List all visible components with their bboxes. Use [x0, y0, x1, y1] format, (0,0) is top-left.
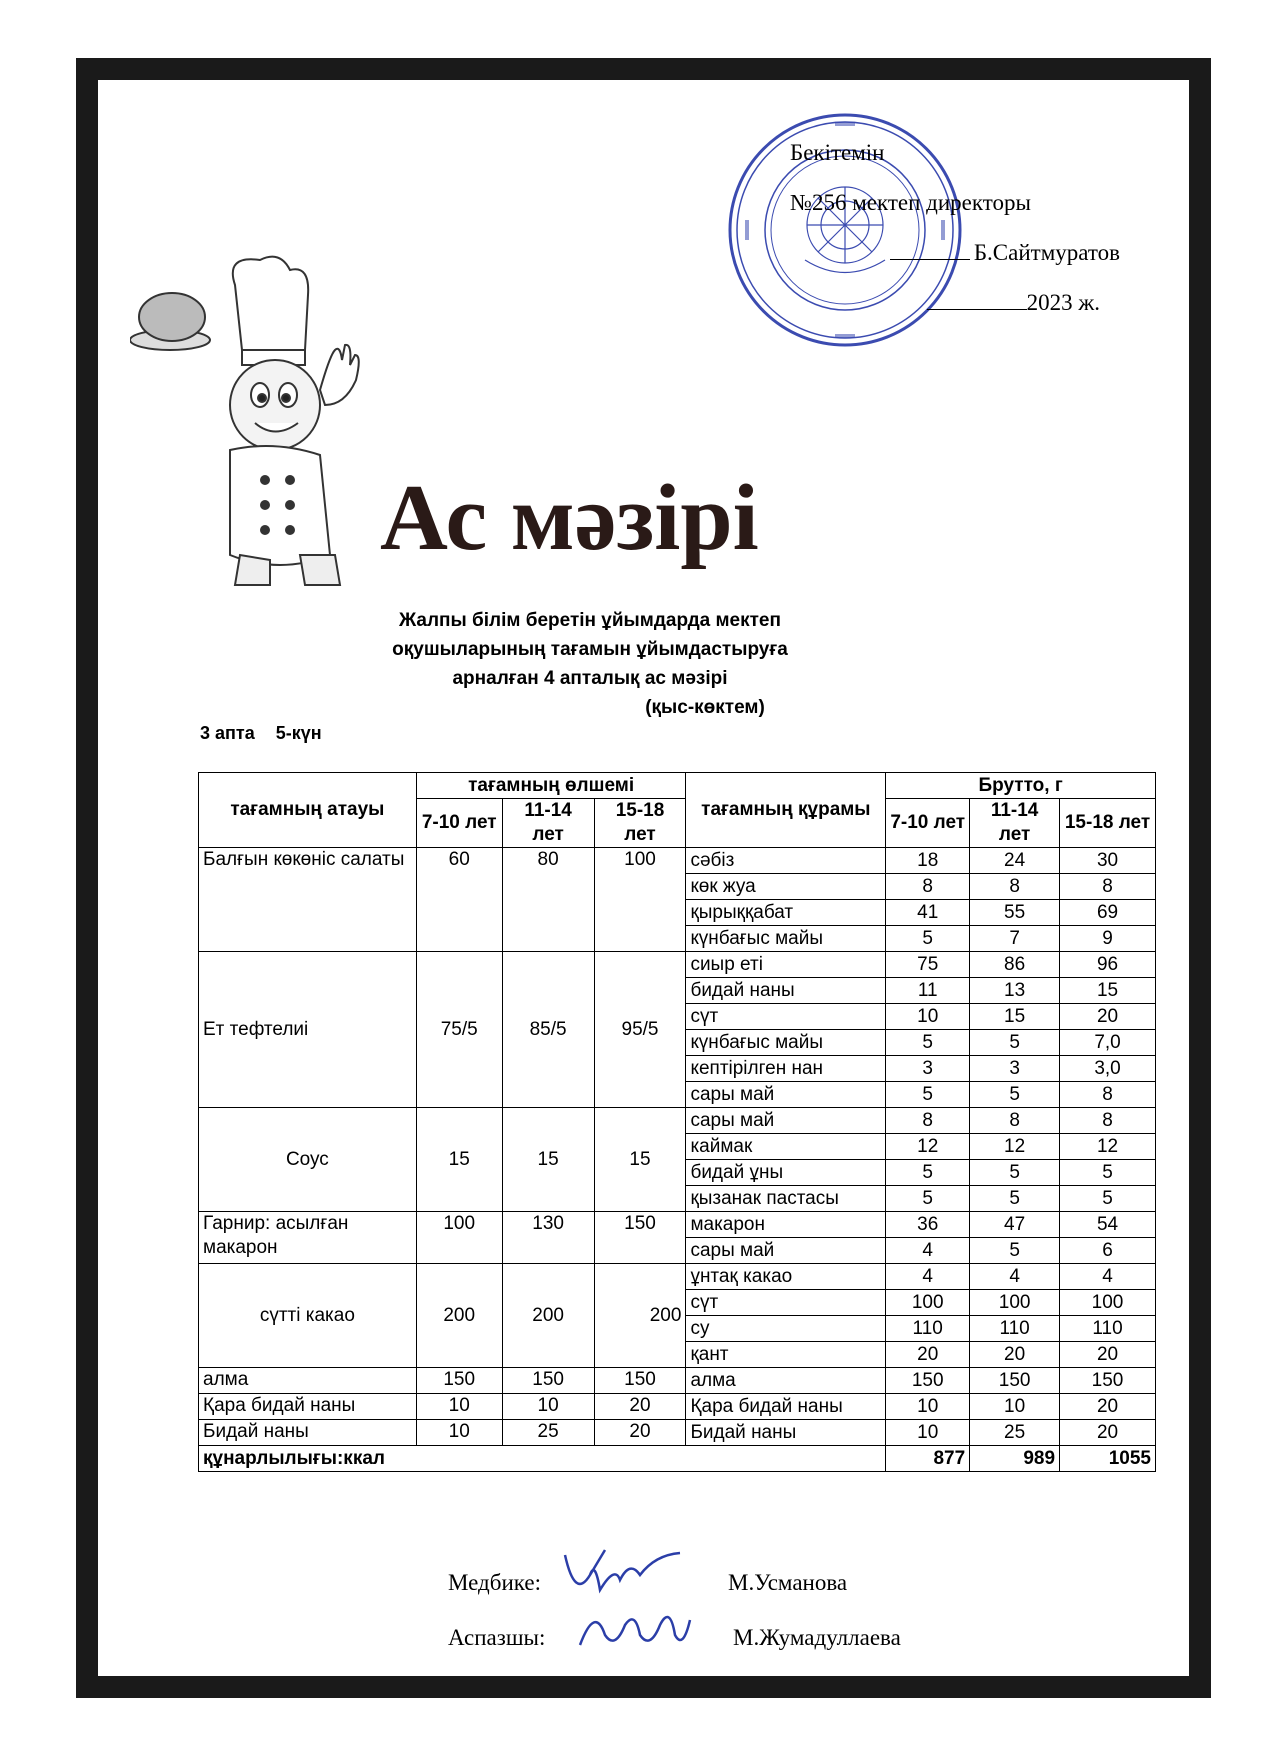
approval-year: 2023 ж.: [1026, 290, 1100, 315]
ingredient-name: сары май: [686, 1082, 886, 1108]
brutto-15-18: 5: [1060, 1186, 1156, 1212]
ingredient-name: сары май: [686, 1108, 886, 1134]
header-portion: тағамның өлшемі: [416, 773, 686, 799]
brutto-11-14: 4: [970, 1264, 1060, 1290]
brutto-15-18: 8: [1060, 1108, 1156, 1134]
portion-11-14: 80: [502, 848, 594, 952]
brutto-11-14: 8: [970, 1108, 1060, 1134]
brutto-7-10: 150: [886, 1368, 970, 1394]
brutto-15-18: 8: [1060, 874, 1156, 900]
day-label: [200, 723, 338, 744]
portion-11-14: 25: [502, 1420, 594, 1446]
dish-name: Бидай наны: [199, 1420, 417, 1446]
portion-15-18: 150: [594, 1212, 686, 1264]
brutto-7-10: 110: [886, 1316, 970, 1342]
brutto-11-14: 7: [970, 926, 1060, 952]
brutto-11-14: 15: [970, 1004, 1060, 1030]
subtitle-line-2: оқушыларының тағамын ұйымдастыруға: [392, 639, 788, 660]
brutto-7-10: 5: [886, 1186, 970, 1212]
header-age-7-10: 7-10 лет: [886, 799, 970, 848]
day-number: 5-күн: [275, 723, 322, 743]
brutto-7-10: 18: [886, 848, 970, 874]
brutto-15-18: 4: [1060, 1264, 1156, 1290]
portion-11-14: 85/5: [502, 952, 594, 1108]
brutto-7-10: 5: [886, 1160, 970, 1186]
ingredient-name: қызанак пастасы: [686, 1186, 886, 1212]
brutto-7-10: 8: [886, 1108, 970, 1134]
portion-7-10: 75/5: [416, 952, 502, 1108]
brutto-11-14: 10: [970, 1394, 1060, 1420]
ingredient-name: сүт: [686, 1290, 886, 1316]
header-age-11-14: 11-14 лет: [502, 799, 594, 848]
brutto-15-18: 12: [1060, 1134, 1156, 1160]
brutto-7-10: 10: [886, 1420, 970, 1446]
ingredient-name: көк жуа: [686, 874, 886, 900]
portion-7-10: 10: [416, 1394, 502, 1420]
cook-name: М.Жумадуллаева: [733, 1625, 901, 1650]
brutto-11-14: 5: [970, 1082, 1060, 1108]
cook-signature: [575, 1600, 695, 1655]
ingredient-name: сары май: [686, 1238, 886, 1264]
dish-name: Соус: [199, 1108, 417, 1212]
ingredient-name: макарон: [686, 1212, 886, 1238]
portion-15-18: 200: [594, 1264, 686, 1368]
dish-name: сүтті какао: [199, 1264, 417, 1368]
total-row: [199, 1446, 1156, 1472]
brutto-11-14: 13: [970, 978, 1060, 1004]
brutto-11-14: 55: [970, 900, 1060, 926]
ingredient-name: сүт: [686, 1004, 886, 1030]
portion-15-18: 100: [594, 848, 686, 952]
brutto-11-14: 5: [970, 1186, 1060, 1212]
cook-role: Аспазшы:: [448, 1625, 546, 1650]
ingredient-name: сәбіз: [686, 848, 886, 874]
brutto-11-14: 47: [970, 1212, 1060, 1238]
total-value-15-18: 1055: [1060, 1446, 1156, 1472]
approval-heading: Бекітемін: [790, 140, 885, 165]
brutto-7-10: 36: [886, 1212, 970, 1238]
portion-11-14: 130: [502, 1212, 594, 1264]
ingredient-name: кептірілген нан: [686, 1056, 886, 1082]
approval-date-line: [790, 278, 1100, 328]
brutto-11-14: 5: [970, 1030, 1060, 1056]
page-title: Ас мәзірі: [380, 466, 759, 570]
brutto-7-10: 12: [886, 1134, 970, 1160]
header-age-15-18: 15-18 лет: [594, 799, 686, 848]
header-dish-name: тағамның атауы: [199, 773, 417, 848]
header-age-15-18: 15-18 лет: [1060, 799, 1156, 848]
portion-11-14: 15: [502, 1108, 594, 1212]
brutto-7-10: 5: [886, 1030, 970, 1056]
brutto-15-18: 7,0: [1060, 1030, 1156, 1056]
total-value-11-14: 989: [970, 1446, 1060, 1472]
portion-15-18: 150: [594, 1368, 686, 1394]
ingredient-name: сиыр еті: [686, 952, 886, 978]
brutto-11-14: 3: [970, 1056, 1060, 1082]
brutto-11-14: 150: [970, 1368, 1060, 1394]
total-value-7-10: 877: [886, 1446, 970, 1472]
portion-15-18: 95/5: [594, 952, 686, 1108]
brutto-7-10: 10: [886, 1394, 970, 1420]
chef-illustration: [130, 255, 405, 590]
ingredient-name: бидай наны: [686, 978, 886, 1004]
brutto-11-14: 25: [970, 1420, 1060, 1446]
brutto-15-18: 30: [1060, 848, 1156, 874]
brutto-15-18: 3,0: [1060, 1056, 1156, 1082]
brutto-11-14: 5: [970, 1238, 1060, 1264]
portion-7-10: 200: [416, 1264, 502, 1368]
week-label: 3 апта: [200, 723, 255, 743]
portion-7-10: 10: [416, 1420, 502, 1446]
subtitle-line-1: Жалпы білім беретін ұйымдарда мектеп: [399, 610, 781, 631]
dish-name: алма: [199, 1368, 417, 1394]
portion-7-10: 15: [416, 1108, 502, 1212]
brutto-7-10: 5: [886, 1082, 970, 1108]
brutto-7-10: 11: [886, 978, 970, 1004]
brutto-15-18: 110: [1060, 1316, 1156, 1342]
subtitle: [300, 606, 880, 722]
brutto-15-18: 20: [1060, 1342, 1156, 1368]
brutto-15-18: 100: [1060, 1290, 1156, 1316]
brutto-7-10: 3: [886, 1056, 970, 1082]
ingredient-name: ұнтақ какао: [686, 1264, 886, 1290]
table-row: [199, 1212, 1156, 1238]
brutto-11-14: 110: [970, 1316, 1060, 1342]
brutto-7-10: 41: [886, 900, 970, 926]
brutto-7-10: 75: [886, 952, 970, 978]
ingredient-name: қант: [686, 1342, 886, 1368]
brutto-7-10: 10: [886, 1004, 970, 1030]
approval-position: №256 мектеп директоры: [790, 190, 1031, 215]
brutto-15-18: 20: [1060, 1420, 1156, 1446]
portion-7-10: 60: [416, 848, 502, 952]
brutto-11-14: 86: [970, 952, 1060, 978]
nurse-role: Медбике:: [448, 1570, 541, 1595]
approval-director-line: [790, 228, 1120, 278]
header-age-7-10: 7-10 лет: [416, 799, 502, 848]
portion-15-18: 20: [594, 1420, 686, 1446]
ingredient-name: Бидай наны: [686, 1420, 886, 1446]
director-name: Б.Сайтмуратов: [973, 240, 1120, 265]
ingredient-name: алма: [686, 1368, 886, 1394]
brutto-7-10: 5: [886, 926, 970, 952]
table-row: [199, 1420, 1156, 1446]
ingredient-name: күнбағыс майы: [686, 926, 886, 952]
brutto-15-18: 15: [1060, 978, 1156, 1004]
brutto-15-18: 150: [1060, 1368, 1156, 1394]
dish-name: Қара бидай наны: [199, 1394, 417, 1420]
portion-7-10: 150: [416, 1368, 502, 1394]
dish-name: Гарнир: асылған макарон: [199, 1212, 417, 1264]
brutto-15-18: 8: [1060, 1082, 1156, 1108]
table-row: [199, 952, 1156, 978]
brutto-11-14: 8: [970, 874, 1060, 900]
brutto-15-18: 69: [1060, 900, 1156, 926]
nurse-signature: [560, 1545, 690, 1605]
table-header-row: [199, 773, 1156, 799]
subtitle-line-3: арналған 4 апталық ас мәзірі: [452, 668, 728, 689]
ingredient-name: каймак: [686, 1134, 886, 1160]
brutto-15-18: 20: [1060, 1394, 1156, 1420]
header-composition: тағамның құрамы: [686, 773, 886, 848]
brutto-15-18: 6: [1060, 1238, 1156, 1264]
dish-name: Ет тефтелиі: [199, 952, 417, 1108]
table-row: [199, 1368, 1156, 1394]
brutto-7-10: 8: [886, 874, 970, 900]
ingredient-name: қырыққабат: [686, 900, 886, 926]
brutto-11-14: 5: [970, 1160, 1060, 1186]
brutto-15-18: 96: [1060, 952, 1156, 978]
brutto-15-18: 54: [1060, 1212, 1156, 1238]
dish-name: Балғын көкөніс салаты: [199, 848, 417, 952]
table-row: [199, 1264, 1156, 1290]
table-row: [199, 1394, 1156, 1420]
brutto-11-14: 24: [970, 848, 1060, 874]
portion-11-14: 150: [502, 1368, 594, 1394]
brutto-15-18: 9: [1060, 926, 1156, 952]
brutto-11-14: 20: [970, 1342, 1060, 1368]
brutto-15-18: 5: [1060, 1160, 1156, 1186]
nurse-name: М.Усманова: [728, 1570, 848, 1595]
ingredient-name: су: [686, 1316, 886, 1342]
ingredient-name: бидай ұны: [686, 1160, 886, 1186]
brutto-7-10: 4: [886, 1264, 970, 1290]
portion-15-18: 20: [594, 1394, 686, 1420]
subtitle-line-4: (қыс-көктем): [645, 697, 765, 718]
menu-table-body: [199, 848, 1156, 1446]
menu-table: [198, 772, 1156, 1472]
brutto-15-18: 20: [1060, 1004, 1156, 1030]
portion-7-10: 100: [416, 1212, 502, 1264]
ingredient-name: Қара бидай наны: [686, 1394, 886, 1420]
brutto-11-14: 12: [970, 1134, 1060, 1160]
brutto-7-10: 4: [886, 1238, 970, 1264]
header-brutto: Брутто, г: [886, 773, 1156, 799]
header-age-11-14: 11-14 лет: [970, 799, 1060, 848]
brutto-7-10: 20: [886, 1342, 970, 1368]
portion-11-14: 200: [502, 1264, 594, 1368]
ingredient-name: күнбағыс майы: [686, 1030, 886, 1056]
brutto-11-14: 100: [970, 1290, 1060, 1316]
table-row: [199, 848, 1156, 874]
portion-15-18: 15: [594, 1108, 686, 1212]
brutto-7-10: 100: [886, 1290, 970, 1316]
portion-11-14: 10: [502, 1394, 594, 1420]
table-row: [199, 1108, 1156, 1134]
total-label: құнарлылығы:ккал: [199, 1446, 886, 1472]
